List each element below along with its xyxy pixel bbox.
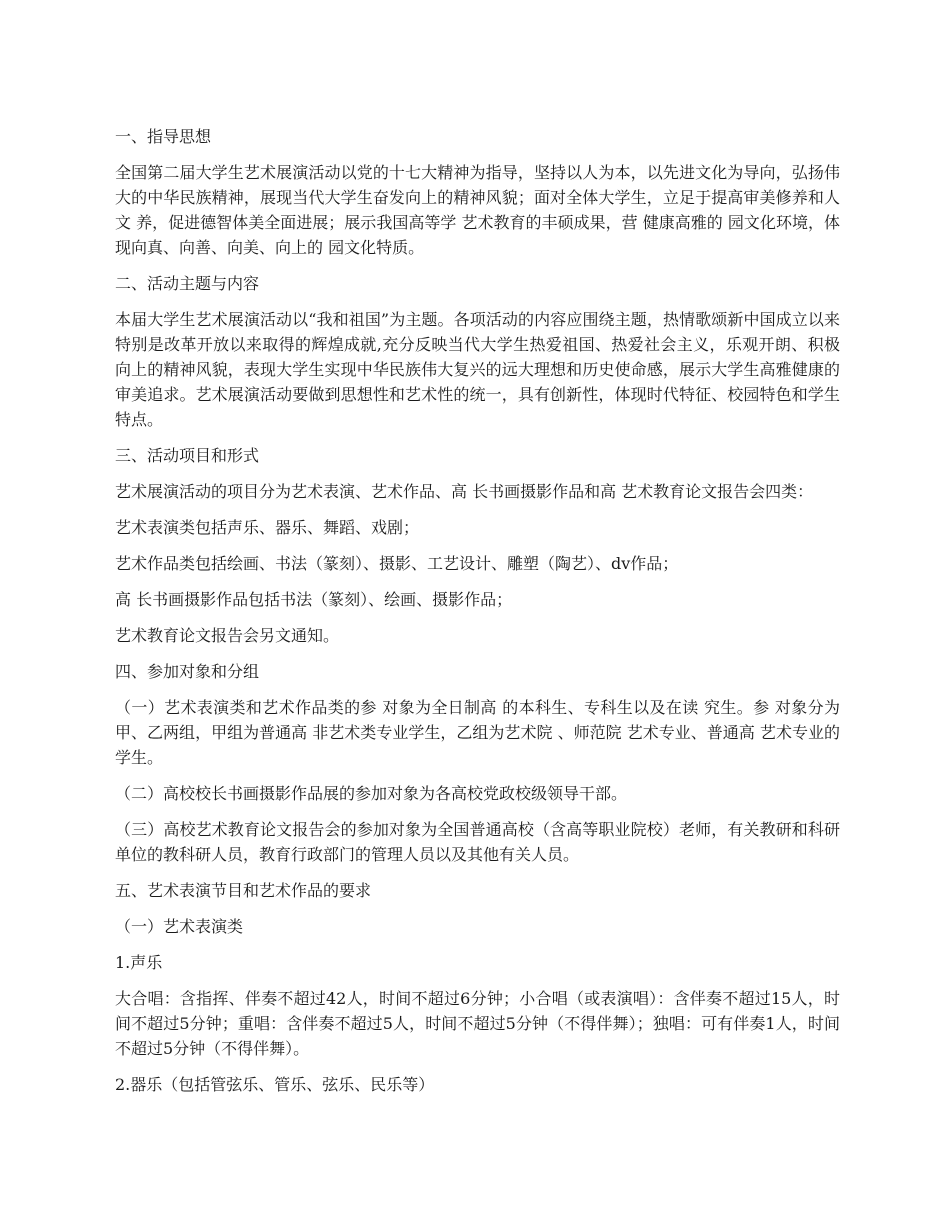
paragraph: （三）高校艺术教育论文报告会的参加对象为全国普通高校（含高等职业院校）老师，有关教研和科研单位的教科研人员，教育行政部门的管理人员以及其他有关人员。	[115, 820, 840, 864]
section-heading-5: 五、艺术表演节目和艺术作品的要求	[115, 881, 372, 900]
item-heading: 1.声乐	[115, 953, 163, 972]
paragraph: （二）高校校长书画摄影作品展的参加对象为各高校党政校级领导干部。	[115, 784, 628, 803]
section-heading-1: 一、指导思想	[115, 127, 212, 146]
section-heading-3: 三、活动项目和形式	[115, 446, 260, 465]
item-heading: 2.器乐（包括管弦乐、管乐、弦乐、民乐等）	[115, 1075, 435, 1094]
subsection-heading: （一）艺术表演类	[115, 917, 244, 936]
paragraph: 艺术教育论文报告会另文通知。	[115, 626, 340, 645]
section-heading-4: 四、参加对象和分组	[115, 662, 260, 681]
paragraph: 大合唱：含指挥、伴奏不超过42人，时间不超过6分钟；小合唱（或表演唱）：含伴奏不超过15人，时间不超过5分钟；重唱：含伴奏不超过5人，时间不超过5分钟（不得伴舞）；独唱：可有伴奏1人，时间不超过5分钟（不得伴舞）。	[115, 989, 840, 1058]
paragraph: 艺术作品类包括绘画、书法（篆刻）、摄影、工艺设计、雕塑（陶艺）、dv作品；	[115, 554, 679, 573]
paragraph: （一）艺术表演类和艺术作品类的参 对象为全日制高 的本科生、专科生以及在读 究生。参 对象分为甲、乙两组，甲组为普通高 非艺术类专业学生，乙组为艺术院 、师范院 艺术专业、普通高 艺术专业的学生。	[115, 698, 840, 767]
paragraph: 全国第二届大学生艺术展演活动以党的十七大精神为指导，坚持以人为本，以先进文化为导向，弘扬伟大的中华民族精神，展现当代大学生奋发向上的精神风貌；面对全体大学生，立足于提高审美修养和人文 养，促进德智体美全面进展；展示我国高等学 艺术教育的丰硕成果，营 健康高雅的 园文化环境，体现向真、向善、向美、向上的 园文化特质。	[115, 163, 840, 257]
document-body	[115, 124, 840, 1108]
section-heading-2: 二、活动主题与内容	[115, 274, 260, 293]
paragraph: 艺术展演活动的项目分为艺术表演、艺术作品、高 长书画摄影作品和高 艺术教育论文报告会四类：	[115, 482, 814, 501]
paragraph: 艺术表演类包括声乐、器乐、舞蹈、戏剧；	[115, 518, 420, 537]
paragraph: 本届大学生艺术展演活动以“我和祖国”为主题。各项活动的内容应围绕主题，热情歌颂新中国成立以来特别是改革开放以来取得的辉煌成就,充分反映当代大学生热爱祖国、热爱社会主义，乐观开朗、积极向上的精神风貌，表现大学生实现中华民族伟大复兴的远大理想和历史使命感，展示大学生高雅健康的审美追求。艺术展演活动要做到思想性和艺术性的统一，具有创新性，体现时代特征、校园特色和学生特点。	[115, 310, 840, 429]
paragraph: 高 长书画摄影作品包括书法（篆刻）、绘画、摄影作品；	[115, 590, 513, 609]
